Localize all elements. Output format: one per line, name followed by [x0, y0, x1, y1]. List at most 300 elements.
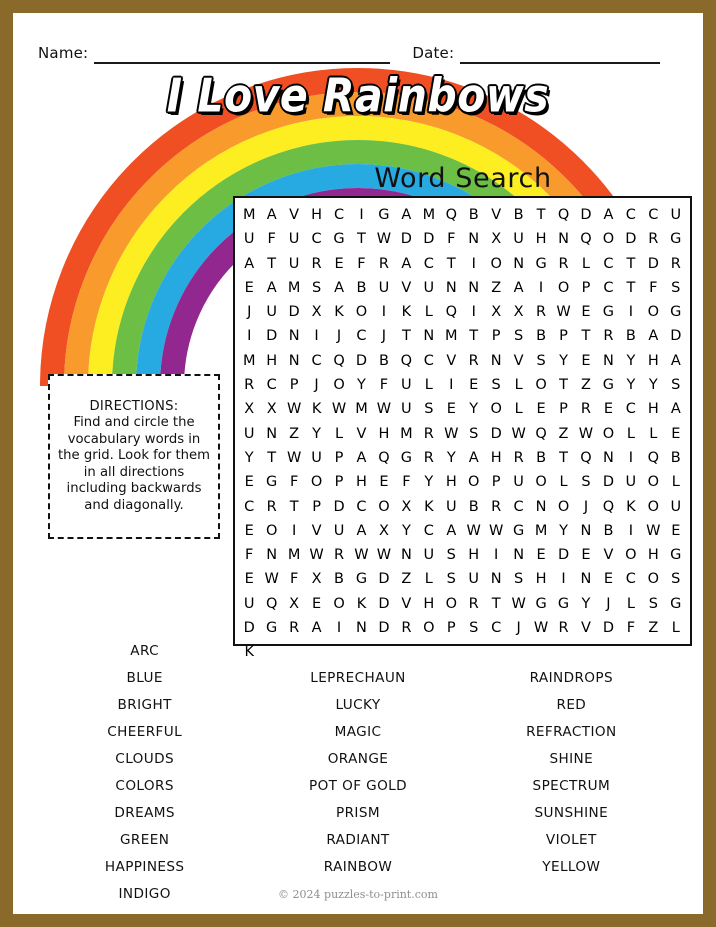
- grid-cell[interactable]: W: [286, 401, 302, 418]
- grid-cell[interactable]: G: [512, 522, 525, 539]
- grid-cell[interactable]: Q: [535, 425, 547, 442]
- grid-cell[interactable]: L: [424, 571, 433, 588]
- grid-cell[interactable]: C: [603, 279, 614, 296]
- grid-cell[interactable]: D: [288, 304, 300, 321]
- grid-cell[interactable]: E: [446, 401, 456, 418]
- grid-cell[interactable]: P: [559, 401, 568, 418]
- grid-cell[interactable]: N: [468, 279, 480, 296]
- grid-cell[interactable]: S: [491, 377, 501, 394]
- grid-cell[interactable]: U: [311, 449, 322, 466]
- grid-cell[interactable]: G: [535, 595, 547, 612]
- grid-cell[interactable]: Y: [357, 377, 366, 394]
- grid-cell[interactable]: K: [401, 304, 412, 321]
- grid-cell[interactable]: E: [581, 547, 591, 564]
- grid-cell[interactable]: X: [401, 498, 412, 515]
- grid-cell[interactable]: A: [401, 207, 412, 223]
- grid-cell[interactable]: I: [561, 571, 566, 588]
- grid-cell[interactable]: L: [671, 620, 680, 637]
- word-list-item[interactable]: VIOLET: [545, 832, 597, 848]
- grid-cell[interactable]: X: [491, 231, 502, 248]
- grid-cell[interactable]: S: [514, 571, 524, 588]
- date-input-line[interactable]: [460, 45, 660, 64]
- grid-cell[interactable]: V: [491, 207, 502, 223]
- grid-cell[interactable]: F: [289, 474, 299, 491]
- grid-cell[interactable]: Y: [581, 595, 591, 612]
- grid-cell[interactable]: J: [516, 620, 521, 637]
- word-list-item[interactable]: GREEN: [120, 832, 170, 848]
- grid-cell[interactable]: H: [356, 474, 367, 491]
- grid-cell[interactable]: Y: [648, 377, 658, 394]
- grid-cell[interactable]: H: [311, 207, 323, 223]
- grid-cell[interactable]: G: [378, 207, 390, 223]
- grid-cell[interactable]: N: [266, 547, 278, 564]
- grid-cell[interactable]: P: [334, 474, 344, 491]
- grid-cell[interactable]: M: [287, 279, 301, 296]
- grid-cell[interactable]: Q: [265, 595, 278, 612]
- grid-cell[interactable]: E: [244, 522, 254, 539]
- grid-cell[interactable]: Q: [445, 304, 457, 321]
- grid-cell[interactable]: O: [535, 377, 547, 394]
- grid-cell[interactable]: M: [355, 401, 368, 418]
- word-list-item[interactable]: SPECTRUM: [532, 778, 611, 794]
- word-list-item[interactable]: LEPRECHAUN: [310, 670, 406, 686]
- grid-cell[interactable]: E: [536, 401, 546, 418]
- grid-cell[interactable]: C: [625, 401, 636, 418]
- grid-cell[interactable]: G: [602, 304, 615, 321]
- grid-cell[interactable]: O: [647, 474, 660, 491]
- grid-cell[interactable]: S: [671, 279, 681, 296]
- grid-cell[interactable]: B: [536, 328, 547, 345]
- grid-cell[interactable]: A: [401, 255, 412, 272]
- grid-cell[interactable]: P: [446, 620, 456, 637]
- grid-cell[interactable]: I: [471, 255, 476, 272]
- grid-cell[interactable]: M: [445, 328, 458, 345]
- grid-cell[interactable]: H: [445, 474, 457, 491]
- word-list-item[interactable]: DREAMS: [114, 805, 175, 821]
- grid-cell[interactable]: S: [671, 571, 681, 588]
- grid-cell[interactable]: F: [245, 547, 254, 564]
- grid-cell[interactable]: A: [356, 522, 367, 539]
- grid-cell[interactable]: Z: [491, 279, 502, 296]
- grid-cell[interactable]: Q: [580, 231, 592, 248]
- grid-cell[interactable]: F: [402, 474, 411, 491]
- grid-cell[interactable]: Y: [244, 449, 254, 466]
- grid-cell[interactable]: S: [311, 279, 322, 296]
- grid-cell[interactable]: T: [267, 449, 277, 466]
- grid-cell[interactable]: S: [446, 571, 456, 588]
- grid-cell[interactable]: N: [535, 498, 547, 515]
- grid-cell[interactable]: C: [513, 498, 524, 515]
- grid-cell[interactable]: U: [288, 231, 300, 248]
- grid-cell[interactable]: H: [378, 425, 390, 442]
- grid-cell[interactable]: G: [355, 571, 368, 588]
- grid-cell[interactable]: V: [311, 522, 322, 539]
- grid-cell[interactable]: G: [602, 377, 615, 394]
- word-list-item[interactable]: POT OF GOLD: [308, 778, 408, 794]
- grid-cell[interactable]: H: [423, 595, 435, 612]
- grid-cell[interactable]: C: [423, 255, 434, 272]
- grid-cell[interactable]: W: [444, 425, 459, 442]
- grid-cell[interactable]: D: [378, 595, 390, 612]
- word-search-grid[interactable]: [233, 196, 692, 661]
- grid-cell[interactable]: O: [602, 231, 615, 248]
- grid-cell[interactable]: R: [311, 255, 322, 272]
- word-list-item[interactable]: JOYFUL: [119, 913, 170, 927]
- grid-cell[interactable]: O: [647, 571, 660, 588]
- grid-cell[interactable]: R: [670, 255, 681, 272]
- grid-cell[interactable]: C: [491, 620, 502, 637]
- grid-cell[interactable]: O: [333, 377, 345, 394]
- grid-cell[interactable]: H: [647, 547, 659, 564]
- grid-cell[interactable]: O: [490, 255, 502, 272]
- grid-cell[interactable]: Y: [401, 522, 411, 539]
- word-list-item[interactable]: LUCKY: [335, 697, 381, 713]
- grid-cell[interactable]: A: [356, 449, 367, 466]
- grid-cell[interactable]: T: [267, 255, 277, 272]
- grid-cell[interactable]: T: [536, 207, 546, 223]
- grid-cell[interactable]: E: [603, 401, 613, 418]
- name-input-line[interactable]: [94, 45, 390, 64]
- grid-cell[interactable]: O: [535, 474, 547, 491]
- grid-cell[interactable]: A: [334, 279, 344, 296]
- grid-cell[interactable]: R: [244, 377, 255, 394]
- grid-cell[interactable]: L: [626, 425, 635, 442]
- grid-cell[interactable]: O: [647, 304, 660, 321]
- grid-cell[interactable]: R: [558, 255, 569, 272]
- grid-cell[interactable]: E: [244, 571, 254, 588]
- grid-cell[interactable]: N: [580, 571, 592, 588]
- grid-cell[interactable]: S: [581, 474, 591, 491]
- grid-cell[interactable]: D: [355, 352, 368, 369]
- grid-cell[interactable]: R: [266, 498, 277, 515]
- grid-cell[interactable]: A: [513, 279, 524, 296]
- grid-cell[interactable]: N: [423, 328, 435, 345]
- grid-cell[interactable]: R: [491, 498, 502, 515]
- grid-cell[interactable]: B: [468, 207, 479, 223]
- grid-cell[interactable]: A: [244, 255, 255, 272]
- grid-cell[interactable]: H: [535, 571, 547, 588]
- grid-cell[interactable]: I: [538, 279, 544, 296]
- grid-cell[interactable]: W: [376, 401, 392, 418]
- grid-cell[interactable]: E: [244, 279, 254, 296]
- grid-cell[interactable]: T: [289, 498, 299, 515]
- word-list-item[interactable]: PRISM: [335, 805, 380, 821]
- grid-cell[interactable]: U: [670, 207, 682, 223]
- word-list-item[interactable]: SUNSHINE: [534, 805, 609, 821]
- grid-cell[interactable]: T: [401, 328, 411, 345]
- grid-cell[interactable]: S: [469, 620, 479, 637]
- grid-cell[interactable]: N: [580, 522, 592, 539]
- grid-cell[interactable]: N: [288, 352, 300, 369]
- grid-cell[interactable]: Q: [333, 352, 345, 369]
- grid-cell[interactable]: R: [603, 328, 614, 345]
- grid-cell[interactable]: G: [535, 255, 547, 272]
- grid-cell[interactable]: A: [468, 449, 479, 466]
- grid-cell[interactable]: O: [445, 595, 457, 612]
- grid-cell[interactable]: Z: [401, 571, 412, 588]
- grid-cell[interactable]: G: [670, 547, 682, 564]
- grid-cell[interactable]: H: [535, 231, 547, 248]
- word-list-item[interactable]: RADIANT: [326, 832, 390, 848]
- grid-cell[interactable]: G: [670, 231, 682, 248]
- grid-cell[interactable]: W: [556, 304, 571, 321]
- grid-cell[interactable]: J: [606, 595, 611, 612]
- grid-cell[interactable]: P: [491, 474, 501, 491]
- word-list-item[interactable]: BLUE: [126, 670, 163, 686]
- grid-cell[interactable]: C: [423, 352, 434, 369]
- grid-cell[interactable]: W: [354, 547, 369, 564]
- grid-cell[interactable]: R: [558, 620, 569, 637]
- grid-cell[interactable]: W: [533, 620, 549, 637]
- word-list-item[interactable]: REFRACTION: [526, 724, 617, 740]
- grid-cell[interactable]: Z: [648, 620, 659, 637]
- grid-cell[interactable]: U: [423, 547, 435, 564]
- grid-cell[interactable]: T: [581, 328, 591, 345]
- grid-cell[interactable]: A: [266, 279, 277, 296]
- grid-cell[interactable]: D: [423, 231, 435, 248]
- grid-cell[interactable]: R: [468, 352, 479, 369]
- grid-cell[interactable]: O: [355, 304, 368, 321]
- grid-cell[interactable]: S: [648, 595, 658, 612]
- grid-cell[interactable]: M: [422, 207, 436, 223]
- grid-cell[interactable]: E: [334, 255, 344, 272]
- grid-cell[interactable]: D: [243, 620, 255, 637]
- grid-cell[interactable]: J: [314, 377, 319, 394]
- grid-cell[interactable]: X: [513, 304, 524, 321]
- grid-cell[interactable]: E: [469, 377, 479, 394]
- grid-cell[interactable]: L: [581, 255, 591, 272]
- word-list-item[interactable]: MAGIC: [334, 724, 382, 740]
- grid-cell[interactable]: O: [602, 425, 615, 442]
- grid-cell[interactable]: F: [379, 377, 389, 394]
- grid-cell[interactable]: R: [536, 304, 547, 321]
- grid-cell[interactable]: X: [311, 571, 322, 588]
- grid-cell[interactable]: N: [602, 352, 614, 369]
- word-list-item[interactable]: RAINBOW: [323, 859, 393, 875]
- grid-cell[interactable]: I: [494, 547, 499, 564]
- grid-cell[interactable]: X: [266, 401, 277, 418]
- grid-cell[interactable]: Y: [626, 377, 636, 394]
- grid-cell[interactable]: Y: [559, 352, 568, 369]
- grid-cell[interactable]: C: [333, 207, 345, 223]
- grid-cell[interactable]: A: [311, 620, 322, 637]
- grid-cell[interactable]: M: [242, 207, 256, 223]
- grid-cell[interactable]: M: [400, 425, 413, 442]
- grid-cell[interactable]: P: [491, 328, 501, 345]
- grid-cell[interactable]: I: [449, 377, 454, 394]
- grid-cell[interactable]: T: [491, 595, 501, 612]
- grid-cell[interactable]: D: [490, 425, 502, 442]
- grid-cell[interactable]: U: [423, 279, 435, 296]
- grid-cell[interactable]: P: [289, 377, 299, 394]
- grid-cell[interactable]: J: [583, 498, 589, 515]
- grid-cell[interactable]: C: [311, 231, 322, 248]
- grid-cell[interactable]: C: [356, 328, 367, 345]
- grid-cell[interactable]: Y: [446, 449, 456, 466]
- grid-cell[interactable]: M: [534, 522, 548, 539]
- grid-cell[interactable]: J: [336, 328, 342, 345]
- grid-cell[interactable]: X: [289, 595, 300, 612]
- grid-cell[interactable]: O: [490, 401, 502, 418]
- grid-cell[interactable]: S: [514, 328, 524, 345]
- grid-cell[interactable]: U: [445, 498, 457, 515]
- grid-cell[interactable]: S: [536, 352, 546, 369]
- word-list-item[interactable]: COLORS: [115, 778, 174, 794]
- grid-cell[interactable]: L: [626, 595, 635, 612]
- grid-cell[interactable]: M: [287, 547, 301, 564]
- grid-cell[interactable]: P: [334, 449, 344, 466]
- grid-cell[interactable]: Y: [469, 401, 479, 418]
- grid-cell[interactable]: E: [603, 571, 613, 588]
- grid-cell[interactable]: T: [357, 231, 366, 248]
- grid-cell[interactable]: Z: [558, 425, 569, 442]
- grid-cell[interactable]: O: [333, 595, 345, 612]
- grid-cell[interactable]: O: [557, 279, 570, 296]
- word-list-item[interactable]: CHEERFUL: [107, 724, 183, 740]
- grid-cell[interactable]: V: [513, 352, 524, 369]
- grid-cell[interactable]: B: [356, 279, 367, 296]
- grid-cell[interactable]: Q: [580, 449, 592, 466]
- grid-cell[interactable]: R: [423, 449, 434, 466]
- grid-cell[interactable]: H: [468, 547, 480, 564]
- grid-cell[interactable]: A: [648, 328, 659, 345]
- grid-cell[interactable]: H: [490, 449, 502, 466]
- grid-cell[interactable]: D: [557, 547, 570, 564]
- grid-cell[interactable]: W: [511, 425, 526, 442]
- grid-cell[interactable]: L: [559, 474, 568, 491]
- grid-cell[interactable]: U: [670, 498, 682, 515]
- grid-cell[interactable]: R: [333, 547, 345, 564]
- grid-cell[interactable]: N: [468, 231, 480, 248]
- grid-cell[interactable]: L: [424, 377, 433, 394]
- grid-cell[interactable]: K: [334, 304, 344, 321]
- grid-cell[interactable]: Y: [312, 425, 321, 442]
- grid-cell[interactable]: D: [378, 571, 390, 588]
- grid-cell[interactable]: W: [264, 571, 279, 588]
- grid-cell[interactable]: N: [513, 547, 525, 564]
- grid-cell[interactable]: N: [356, 620, 367, 637]
- grid-cell[interactable]: W: [309, 547, 324, 564]
- grid-cell[interactable]: F: [626, 620, 636, 637]
- grid-cell[interactable]: B: [378, 352, 389, 369]
- grid-cell[interactable]: D: [266, 328, 278, 345]
- grid-cell[interactable]: A: [446, 522, 457, 539]
- grid-cell[interactable]: I: [336, 620, 342, 637]
- grid-cell[interactable]: O: [423, 620, 435, 637]
- grid-cell[interactable]: K: [311, 401, 322, 418]
- grid-cell[interactable]: R: [401, 620, 412, 637]
- word-list-item[interactable]: SHINE: [549, 751, 594, 767]
- grid-cell[interactable]: E: [671, 522, 681, 539]
- grid-cell[interactable]: I: [247, 328, 252, 345]
- grid-cell[interactable]: N: [445, 279, 457, 296]
- grid-cell[interactable]: W: [286, 449, 302, 466]
- grid-cell[interactable]: J: [381, 328, 387, 345]
- grid-cell[interactable]: I: [628, 522, 633, 539]
- grid-cell[interactable]: V: [401, 595, 412, 612]
- grid-cell[interactable]: E: [581, 352, 591, 369]
- grid-cell[interactable]: I: [291, 522, 297, 539]
- grid-cell[interactable]: W: [578, 425, 594, 442]
- grid-cell[interactable]: R: [513, 449, 524, 466]
- grid-cell[interactable]: P: [559, 328, 568, 345]
- grid-cell[interactable]: O: [378, 498, 390, 515]
- grid-cell[interactable]: A: [266, 207, 277, 223]
- grid-cell[interactable]: B: [536, 449, 547, 466]
- grid-cell[interactable]: C: [648, 207, 659, 223]
- grid-cell[interactable]: G: [266, 474, 278, 491]
- grid-cell[interactable]: L: [424, 304, 433, 321]
- grid-cell[interactable]: U: [288, 255, 300, 272]
- grid-cell[interactable]: M: [242, 352, 256, 369]
- grid-cell[interactable]: U: [513, 474, 524, 491]
- grid-cell[interactable]: G: [670, 595, 682, 612]
- grid-cell[interactable]: I: [628, 449, 633, 466]
- grid-cell[interactable]: R: [378, 255, 389, 272]
- grid-cell[interactable]: D: [580, 207, 592, 223]
- grid-cell[interactable]: R: [648, 231, 659, 248]
- grid-cell[interactable]: X: [311, 304, 322, 321]
- grid-cell[interactable]: U: [401, 401, 412, 418]
- grid-cell[interactable]: U: [243, 595, 255, 612]
- grid-cell[interactable]: C: [603, 255, 614, 272]
- grid-cell[interactable]: R: [580, 401, 591, 418]
- grid-cell[interactable]: F: [357, 255, 366, 272]
- grid-cell[interactable]: Q: [602, 498, 615, 515]
- grid-cell[interactable]: Y: [424, 474, 434, 491]
- grid-cell[interactable]: T: [559, 377, 568, 394]
- grid-cell[interactable]: Q: [378, 449, 390, 466]
- grid-cell[interactable]: D: [602, 474, 614, 491]
- grid-cell[interactable]: Q: [647, 449, 660, 466]
- grid-cell[interactable]: W: [466, 522, 481, 539]
- grid-cell[interactable]: N: [400, 547, 412, 564]
- grid-cell[interactable]: U: [378, 279, 390, 296]
- word-list-item[interactable]: RED: [556, 697, 587, 713]
- word-list-item[interactable]: ORANGE: [327, 751, 389, 767]
- grid-cell[interactable]: A: [670, 401, 681, 418]
- grid-cell[interactable]: W: [376, 231, 392, 248]
- grid-cell[interactable]: R: [423, 425, 434, 442]
- grid-cell[interactable]: R: [289, 620, 300, 637]
- grid-cell[interactable]: G: [266, 620, 278, 637]
- grid-cell[interactable]: Q: [400, 352, 413, 369]
- grid-cell[interactable]: H: [647, 352, 659, 369]
- grid-cell[interactable]: E: [671, 425, 681, 442]
- grid-cell[interactable]: D: [625, 231, 637, 248]
- grid-cell[interactable]: S: [671, 377, 681, 394]
- grid-cell[interactable]: V: [356, 425, 367, 442]
- grid-cell[interactable]: F: [447, 231, 456, 248]
- grid-cell[interactable]: E: [244, 474, 254, 491]
- grid-cell[interactable]: L: [334, 425, 344, 442]
- grid-cell[interactable]: U: [243, 425, 255, 442]
- grid-cell[interactable]: O: [647, 498, 660, 515]
- grid-cell[interactable]: C: [423, 522, 434, 539]
- grid-cell[interactable]: V: [289, 207, 300, 223]
- grid-cell[interactable]: Z: [289, 425, 300, 442]
- grid-cell[interactable]: K: [356, 595, 367, 612]
- grid-cell[interactable]: T: [559, 449, 568, 466]
- grid-cell[interactable]: Q: [557, 207, 570, 223]
- grid-cell[interactable]: R: [468, 595, 479, 612]
- grid-cell[interactable]: O: [265, 522, 278, 539]
- grid-cell[interactable]: X: [244, 401, 255, 418]
- grid-cell[interactable]: N: [602, 449, 614, 466]
- grid-cell[interactable]: Q: [445, 207, 457, 223]
- grid-cell[interactable]: I: [628, 304, 633, 321]
- grid-cell[interactable]: Y: [559, 522, 568, 539]
